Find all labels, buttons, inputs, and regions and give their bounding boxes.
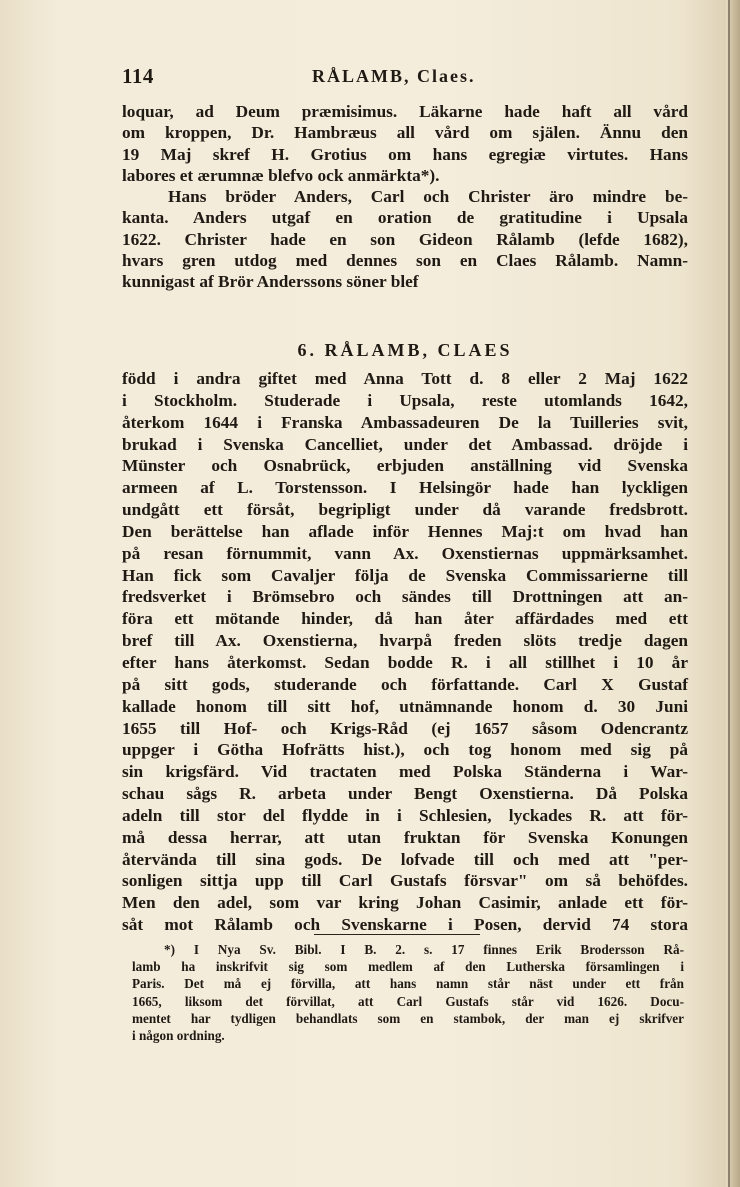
text-line: kallade honom till sitt hof, utnämnande honom d. 30 Juni xyxy=(122,696,688,716)
text-line: sin krigsfärd. Vid tractaten med Polska Ständerna i War- xyxy=(122,762,688,782)
text-line: schau sågs R. arbeta under Bengt Oxenstierna. Då Polska xyxy=(122,784,688,804)
text-line: föra ett mötande hinder, då han åter affärdades med ett xyxy=(122,609,688,629)
text-line: Den berättelse han aflade inför Hennes Maj:t om hvad han xyxy=(122,521,688,541)
text-line: adeln till stor del flydde in i Schlesien, lyckades R. att för- xyxy=(122,805,688,825)
section-heading: 6. RÅLAMB, CLAES xyxy=(297,340,513,360)
footnote xyxy=(132,941,684,1044)
text-line: återkom 1644 i Franska Ambassadeuren De la Tuilleries svit, xyxy=(122,412,688,432)
footnote-line: Paris. Det må ej förvilla, att hans namn står näst under ett från xyxy=(132,976,684,992)
text-line: i Stockholm. Studerade i Upsala, reste utomlands 1642, xyxy=(122,390,688,410)
text-line: labores et ærumnæ blefvo ock anmärkta*). xyxy=(122,165,440,185)
text-line: på sitt gods, studerande och författande. Carl X Gustaf xyxy=(122,674,688,694)
text-line: bref till Ax. Oxenstierna, hvarpå freden slöts tredje dagen xyxy=(122,631,688,651)
footnote-line: i någon ordning. xyxy=(132,1027,225,1043)
text-line: på resan förnummit, vann Ax. Oxenstiernas uppmärksamhet. xyxy=(122,543,688,563)
text-line: armeen af L. Torstensson. I Helsingör hade han lyckligen xyxy=(122,478,688,498)
footnote-line: lamb ha inskrifvit sig som medlem af den Lutherska församlingen i xyxy=(132,959,684,975)
text-line: fredsverket i Brömsebro och sändes till Drottningen att an- xyxy=(122,587,688,607)
section-paragraph xyxy=(122,368,688,936)
text-line: Münster och Osnabrück, erbjuden anställning vid Svenska xyxy=(122,456,688,476)
text-line: brukad i Svenska Cancelliet, under det Ambassad. dröjde i xyxy=(122,434,688,454)
footnote-divider xyxy=(314,934,480,935)
text-line: efter hans återkomst. Sedan bodde R. i all stillhet i 10 år xyxy=(122,652,688,672)
text-line: Hans bröder Anders, Carl och Christer äro mindre be- xyxy=(168,187,688,207)
text-line: Men den adel, som var kring Johan Casimir, anlade ett för- xyxy=(122,893,688,913)
text-line: född i andra giftet med Anna Tott d. 8 eller 2 Maj 1622 xyxy=(122,369,688,388)
text-line: om kroppen, Dr. Hambræus all vård om själen. Ännu den xyxy=(122,123,688,143)
text-line: Han fick som Cavaljer följa de Svenska Commissarierne till xyxy=(122,565,688,585)
text-line: sonligen sittja upp till Carl Gustafs försvar" om så behöfdes. xyxy=(122,871,688,891)
page-edge-line xyxy=(728,0,730,1187)
footnote-line: 1665, liksom det förvillat, att Carl Gustafs står vid 1626. Docu- xyxy=(132,993,684,1009)
page-number: 114 xyxy=(122,64,154,88)
text-line: hvars gren utdog med dennes son en Claes Rålamb. Namn- xyxy=(122,251,688,271)
text-line: återvända till sina gods. De lofvade till och med att "per- xyxy=(122,849,688,869)
text-line: såt mot Rålamb och Svenskarne i Posen, dervid 74 stora xyxy=(122,915,688,935)
intro-paragraphs xyxy=(122,101,688,293)
page-header xyxy=(122,64,682,94)
footnote-line: *) I Nya Sv. Bibl. I B. 2. s. 17 finnes Erik Brodersson Rå- xyxy=(164,942,684,957)
text-line: undgått ett försåt, begripligt under då varande fredsbrott. xyxy=(122,500,688,520)
text-line: 1655 till Hof- och Krigs-Råd (ej 1657 såsom Odencrantz xyxy=(122,718,688,738)
running-head: RÅLAMB, Claes. xyxy=(312,66,476,86)
text-line: 19 Maj skref H. Grotius om hans egregiæ virtutes. Hans xyxy=(122,144,688,164)
text-line: loquar, ad Deum præmisimus. Läkarne hade haft all vård xyxy=(122,102,688,121)
text-line: uppger i Götha Hofrätts hist.), och tog honom med sig på xyxy=(122,740,688,760)
text-line: kunnigast af Brör Anderssons söner blef xyxy=(122,272,419,292)
text-line: må dessa herrar, att utan fruktan för Svenska Konungen xyxy=(122,827,688,847)
text-line: kanta. Anders utgaf en oration de gratitudine i Upsala xyxy=(122,208,688,228)
footnote-line: mentet har tydligen behandlats som en stambok, der man ej skrifver xyxy=(132,1010,684,1026)
text-line: 1622. Christer hade en son Gideon Rålamb (lefde 1682), xyxy=(122,229,688,249)
